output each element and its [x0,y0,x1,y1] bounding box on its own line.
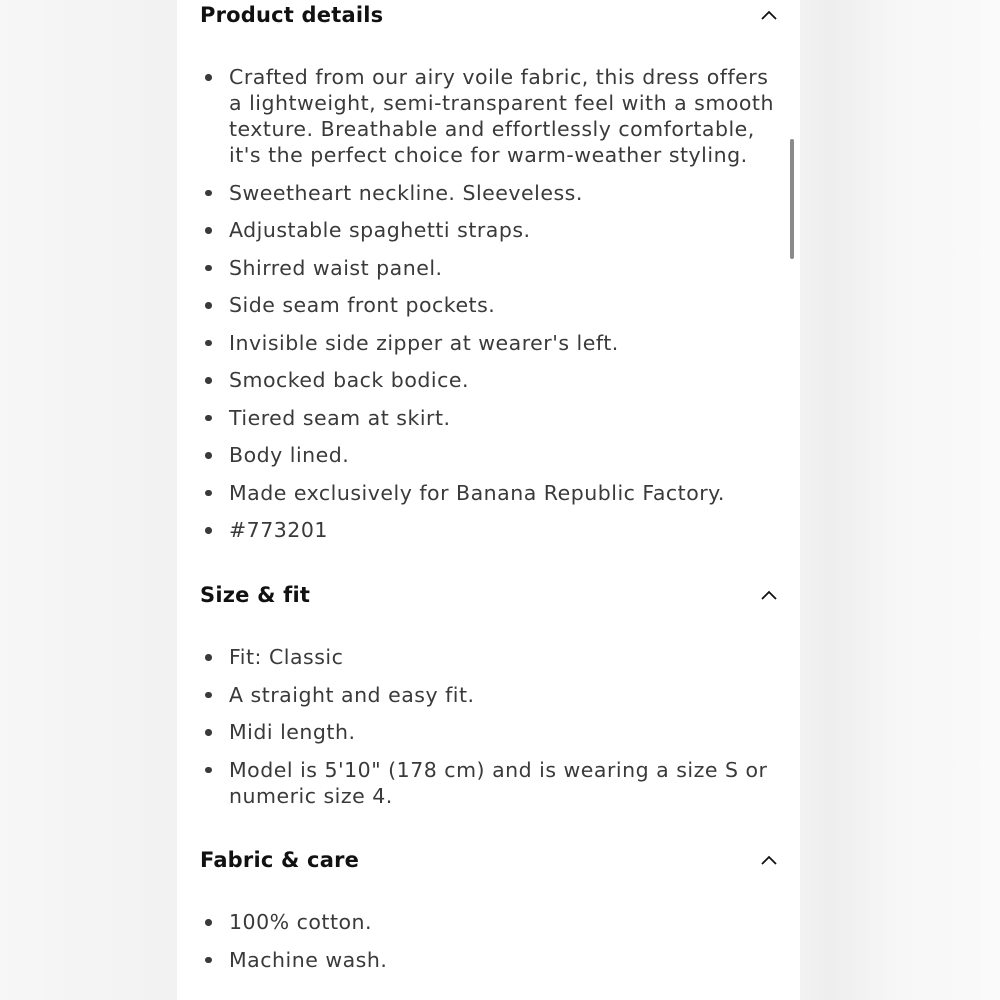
list-item: Shirred waist panel. [200,255,780,281]
list-item: Fit: Classic [200,644,780,670]
product-details-list [200,64,780,555]
list-item: Tiered seam at skirt. [200,405,780,431]
list-item: 100% cotton. [200,909,780,935]
list-item: Side seam front pockets. [200,292,780,318]
section-title: Size & fit [200,583,311,607]
list-item: Machine wash. [200,947,780,973]
size-fit-list [200,644,780,820]
size-fit-header[interactable] [200,575,780,615]
list-item: Body lined. [200,442,780,468]
chevron-up-icon[interactable] [761,852,777,868]
list-item: Invisible side zipper at wearer's left. [200,330,780,356]
list-item: Model is 5'10" (178 cm) and is wearing a size S or numeric size 4. [200,757,780,809]
list-item: A straight and easy fit. [200,682,780,708]
scrollbar-thumb[interactable] [790,139,794,259]
product-details-header[interactable] [200,0,780,35]
section-title: Product details [200,3,384,27]
list-item: Sweetheart neckline. Sleeveless. [200,180,780,206]
list-item: Crafted from our airy voile fabric, this dress offers a lightweight, semi-transparent feel with a smooth texture. Breathable and effortlessly comfortable, it's the perfect choice for warm-weather styling. [200,64,780,168]
fabric-care-list [200,909,780,984]
chevron-up-icon[interactable] [761,587,777,603]
fabric-care-header[interactable] [200,840,780,880]
chevron-up-icon[interactable] [761,7,777,23]
list-item: Made exclusively for Banana Republic Factory. [200,480,780,506]
section-title: Fabric & care [200,848,360,872]
list-item: Smocked back bodice. [200,367,780,393]
list-item: Adjustable spaghetti straps. [200,217,780,243]
list-item: #773201 [200,517,780,543]
list-item: Midi length. [200,719,780,745]
